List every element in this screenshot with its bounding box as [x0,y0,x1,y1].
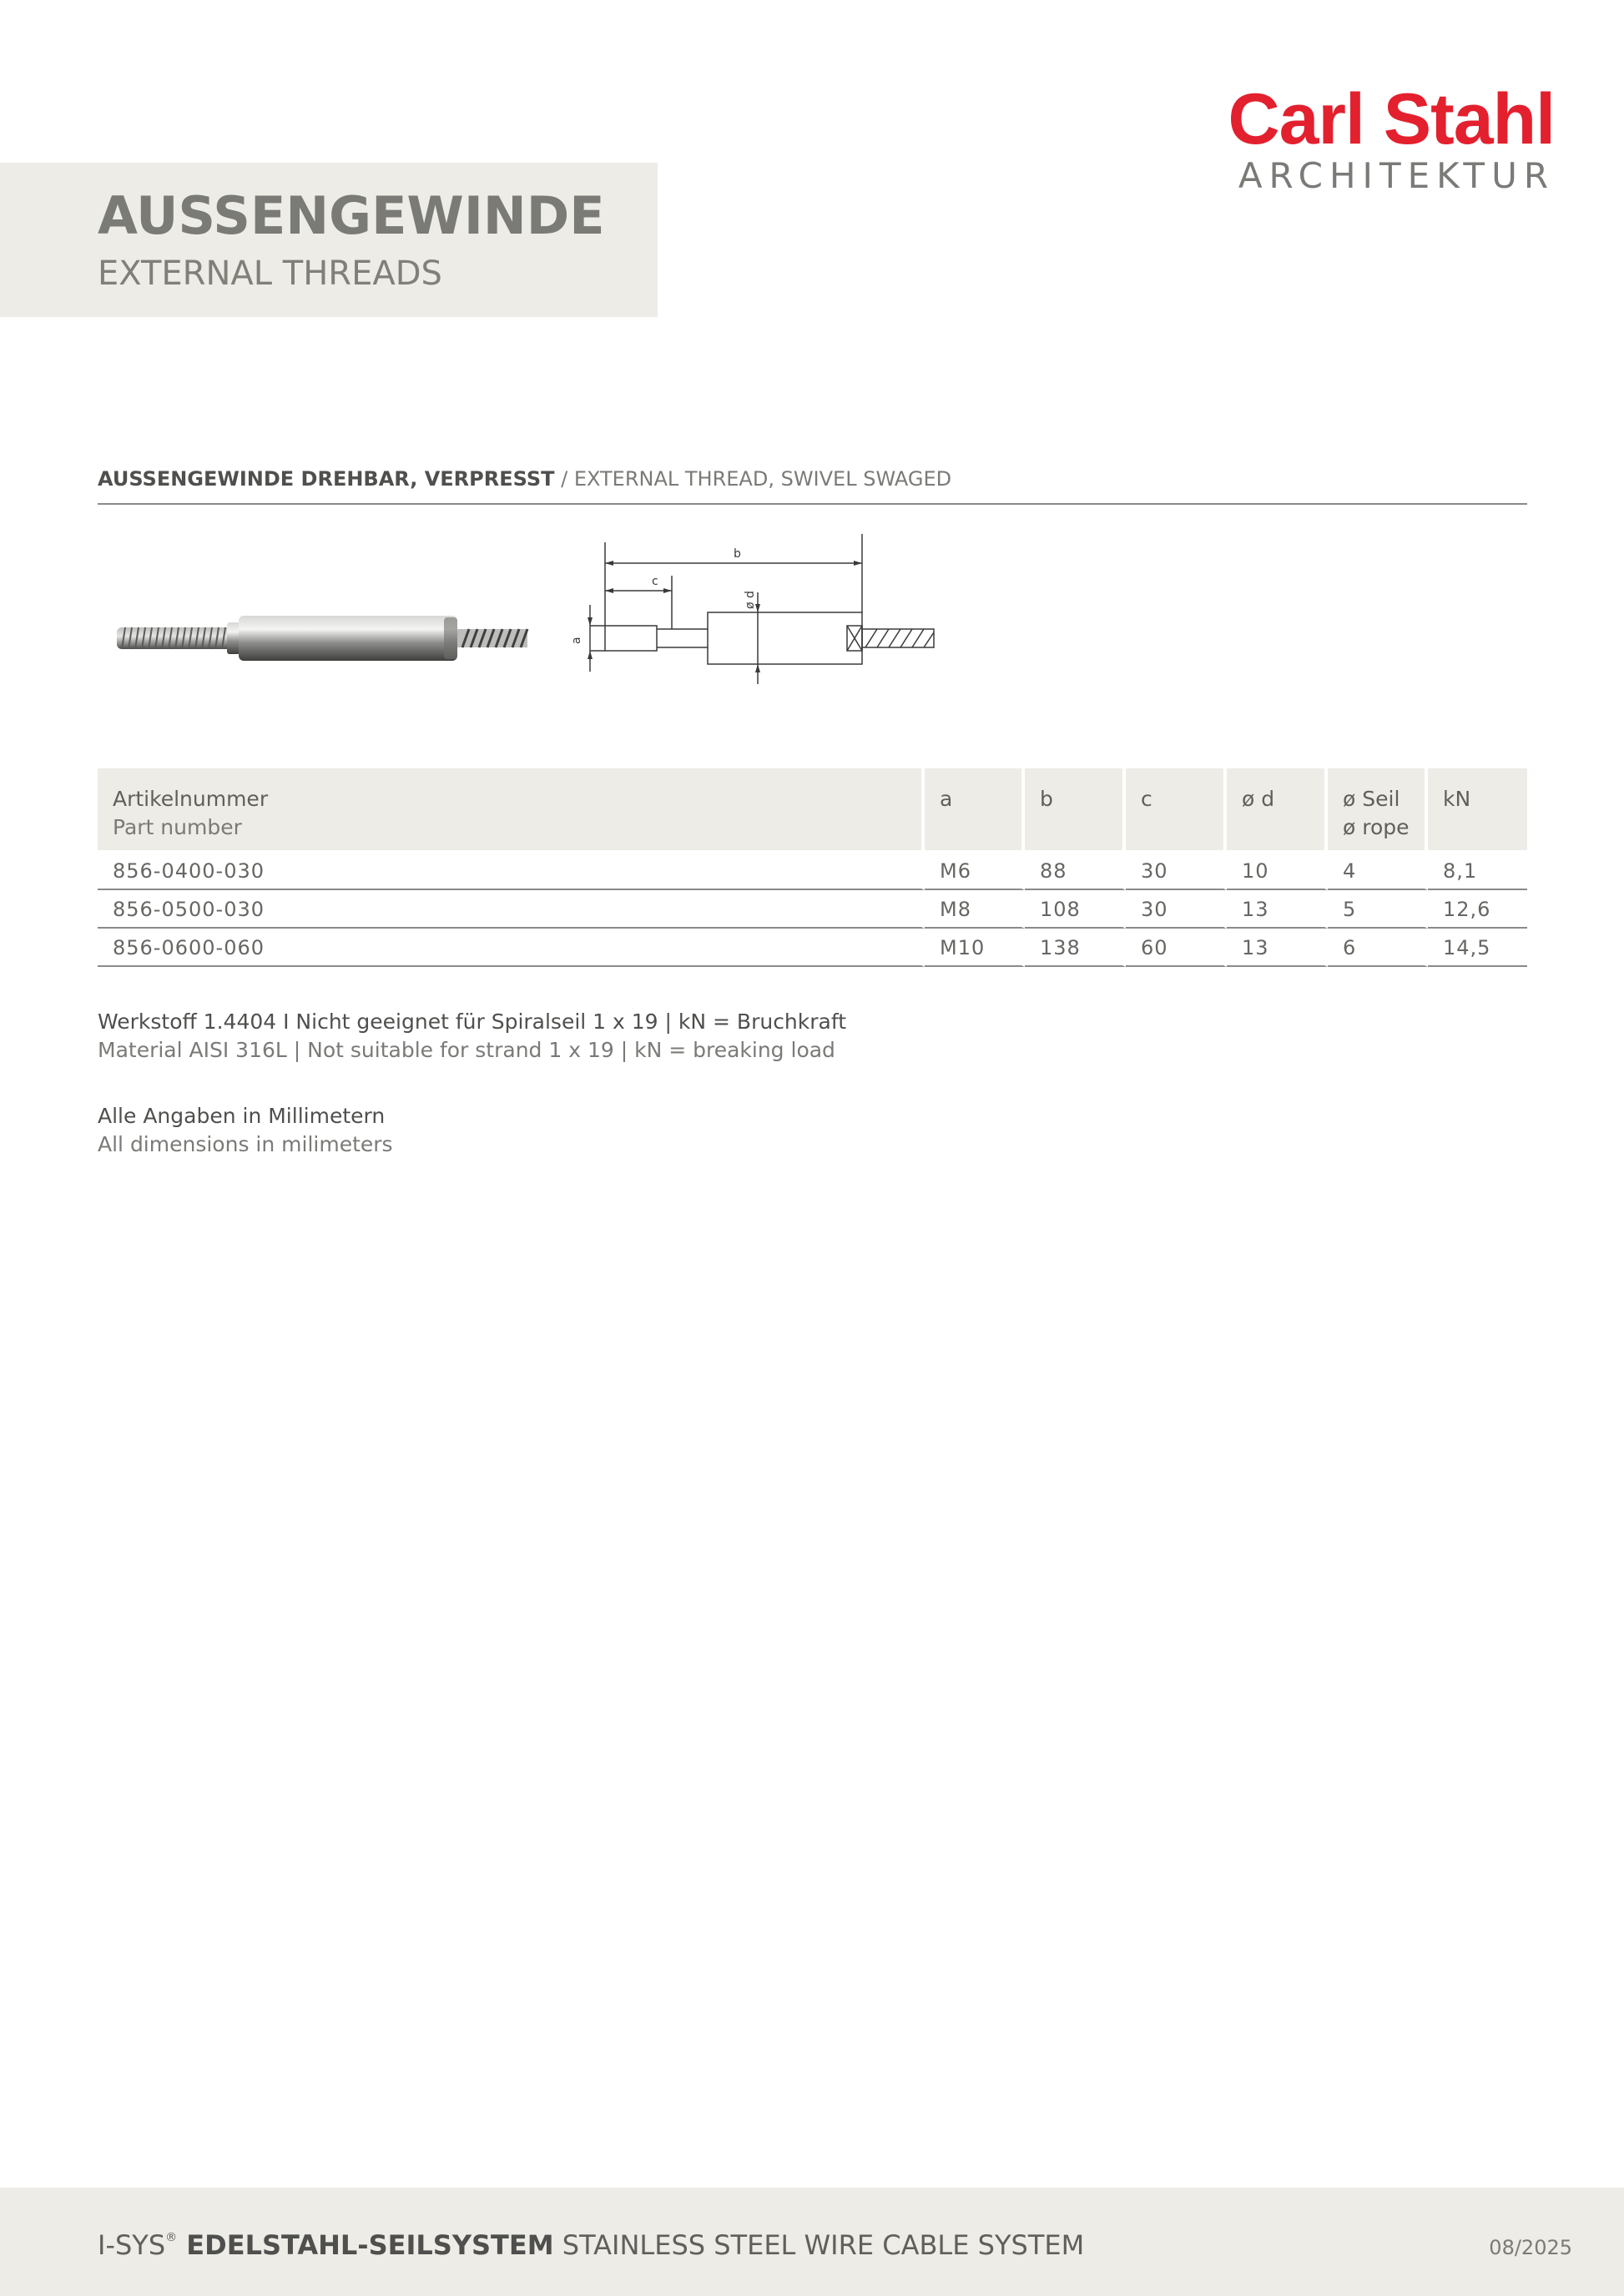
table-row [98,850,1527,890]
cell-c: 60 [1126,929,1227,967]
footer-title-en: STAINLESS STEEL WIRE CABLE SYSTEM [553,2229,1085,2261]
material-note [98,1008,846,1065]
material-note-en: Material AISI 316L | Not suitable for strand 1 x 19 | kN = breaking load [98,1038,835,1062]
table-row [98,929,1527,967]
table-row [98,890,1527,929]
footer-title [98,2229,1084,2261]
page-title: AUSSENGEWINDE [98,185,605,246]
footer-date: 08/2025 [1489,2236,1572,2259]
section-heading-en: EXTERNAL THREAD, SWIVEL SWAGED [573,467,952,491]
cell-kn: 8,1 [1428,850,1527,890]
column-header-d: ø d [1227,768,1328,850]
table-header-row [98,768,1527,850]
cell-rope: 4 [1328,850,1428,890]
dimensions-note-en: All dimensions in milimeters [98,1132,393,1156]
section-heading [98,467,951,491]
cell-d: 13 [1227,929,1328,967]
dimensions-note-de: Alle Angaben in Millimetern [98,1104,386,1128]
drawing-label-c: c [652,575,658,588]
section-heading-de: AUSSENGEWINDE DREHBAR, VERPRESST [98,467,555,491]
drawing-label-d: ø d [744,591,757,609]
cell-c: 30 [1126,890,1227,929]
cell-kn: 14,5 [1428,929,1527,967]
column-header-b: b [1025,768,1126,850]
cell-c: 30 [1126,850,1227,890]
cell-b: 108 [1025,890,1126,929]
drawing-label-a: a [570,637,583,644]
cell-a: M8 [925,890,1025,929]
cell-a: M10 [925,929,1025,967]
column-header-rope: ø Seil ø rope [1328,768,1428,850]
section-heading-separator: / [554,467,574,491]
cell-kn: 12,6 [1428,890,1527,929]
cell-d: 10 [1227,850,1328,890]
cell-part-number: 856-0600-060 [98,929,925,967]
cell-b: 88 [1025,850,1126,890]
cell-part-number: 856-0400-030 [98,850,925,890]
column-header-a: a [925,768,1025,850]
dimensions-note [98,1102,393,1159]
cell-part-number: 856-0500-030 [98,890,925,929]
spec-table [98,768,1527,967]
brand-logo-name: Carl Stahl [1228,79,1555,159]
technical-drawing [555,526,943,684]
material-note-de: Werkstoff 1.4404 I Nicht geeignet für Spiralseil 1 x 19 | kN = Bruchkraft [98,1010,847,1034]
product-photo [113,609,531,667]
cell-d: 13 [1227,890,1328,929]
registered-mark: ® [165,2231,178,2244]
footer-title-de: EDELSTAHL-SEILSYSTEM [177,2229,554,2261]
cell-a: M6 [925,850,1025,890]
column-header-part-number: Artikelnummer Part number [98,768,925,850]
footer-brand: I-SYS [98,2229,166,2261]
section-divider [98,503,1527,505]
cell-rope: 6 [1328,929,1428,967]
cell-rope: 5 [1328,890,1428,929]
column-header-c: c [1126,768,1227,850]
brand-logo-subtitle: ARCHITEKTUR [1238,155,1555,196]
page-subtitle: EXTERNAL THREADS [98,254,442,293]
drawing-label-b: b [734,547,741,561]
column-header-kn: kN [1428,768,1527,850]
cell-b: 138 [1025,929,1126,967]
